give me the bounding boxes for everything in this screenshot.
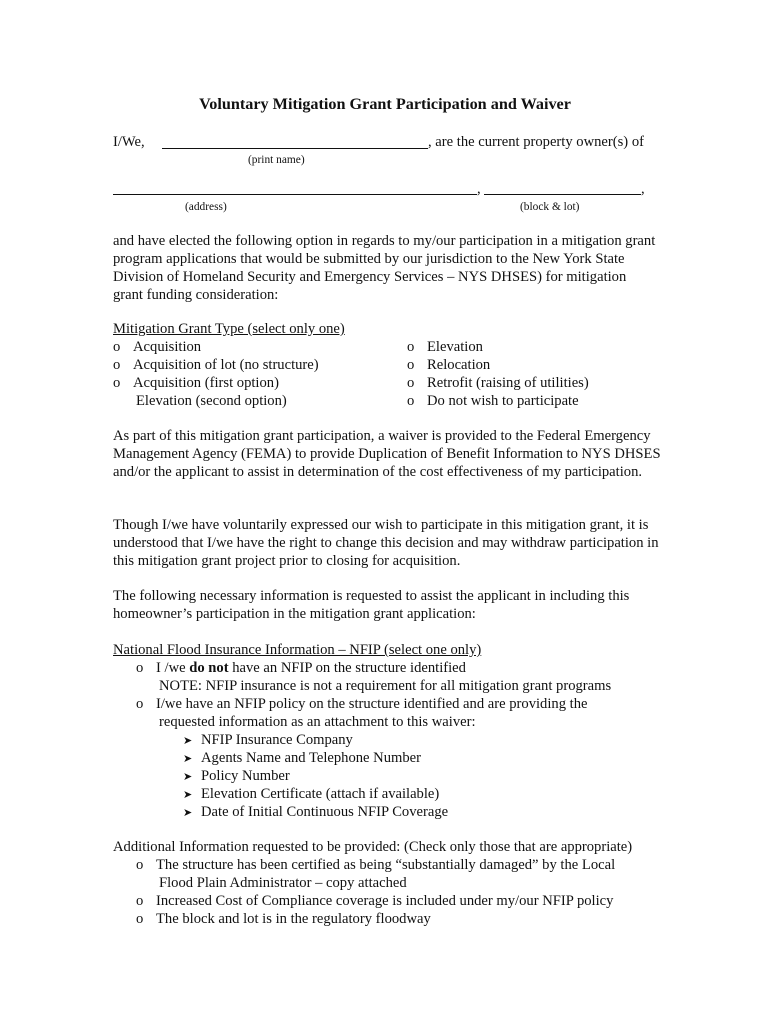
address-caption: (address) [185, 201, 227, 213]
block-lot-comma: , [641, 181, 645, 197]
nfip-option-no-policy[interactable] [136, 659, 466, 677]
nfip-option-has-policy[interactable] [136, 695, 587, 713]
nfip-option1-post: have an NFIP on the structure identified [228, 660, 466, 676]
block-lot-blank[interactable] [484, 194, 641, 195]
nfip-subitem [183, 749, 421, 768]
additional-item1-line1: The structure has been certified as being “substantially damaged” by the Local [156, 857, 616, 873]
grant-option-label: Acquisition (first option) [133, 375, 279, 391]
nfip-subitem-label: Agents Name and Telephone Number [201, 750, 421, 766]
print-name-blank[interactable] [162, 148, 428, 149]
option-bullet: o [136, 893, 144, 909]
additional-heading: Additional Information requested to be provided: (Check only those that are appropriate) [113, 839, 633, 855]
grant-option-do-not-participate[interactable] [407, 392, 579, 410]
additional-option-floodway[interactable] [136, 910, 431, 928]
grant-option-label: Acquisition [133, 339, 202, 355]
grant-option-label: Retrofit (raising of utilities) [427, 375, 589, 391]
nfip-subitem [183, 731, 353, 750]
nfip-option1-pre: I /we [156, 660, 190, 676]
additional-option-substantially-damaged[interactable] [136, 856, 615, 874]
option-bullet: o [136, 857, 144, 873]
address-comma: , [477, 181, 481, 197]
grant-type-heading: Mitigation Grant Type (select only one) [113, 321, 345, 337]
print-name-caption: (print name) [248, 154, 305, 166]
option-bullet: o [136, 660, 144, 676]
option-bullet: o [407, 357, 415, 373]
grant-option-relocation[interactable] [407, 356, 490, 374]
option-bullet: o [136, 911, 144, 927]
nfip-subitem-label: NFIP Insurance Company [201, 732, 353, 748]
address-blank[interactable] [113, 194, 477, 195]
additional-option-icc[interactable] [136, 892, 613, 910]
option-bullet: o [407, 393, 415, 409]
arrow-bullet-icon: ➤ [183, 753, 193, 765]
nfip-option1-bold: do not [189, 660, 229, 676]
grant-option-elevation[interactable] [407, 338, 483, 356]
nfip-subitem [183, 785, 439, 804]
option-bullet: o [113, 339, 121, 355]
block-lot-caption: (block & lot) [520, 201, 580, 213]
option-bullet: o [113, 357, 121, 373]
grant-option-label: Do not wish to participate [427, 393, 579, 409]
nfip-subitem [183, 767, 290, 786]
arrow-bullet-icon: ➤ [183, 735, 193, 747]
nfip-subitem-label: Date of Initial Continuous NFIP Coverage [201, 804, 449, 820]
nfip-note: NOTE: NFIP insurance is not a requirement for all mitigation grant programs [159, 678, 612, 694]
nfip-option2-line2: requested information as an attachment to this waiver: [159, 714, 476, 730]
voluntary-paragraph: Though I/we have voluntarily expressed our wish to participate in this mitigation grant, it is understood that I/we have the right to change this decision and may withdraw participation in this mitigation grant project prior to closing for acquisition. [113, 517, 659, 569]
grant-option-acquisition[interactable] [113, 338, 201, 356]
option-bullet: o [407, 375, 415, 391]
option-bullet: o [113, 375, 121, 391]
option-bullet: o [136, 696, 144, 712]
option-bullet: o [407, 339, 415, 355]
grant-option-acquisition-first[interactable] [113, 374, 279, 392]
info-paragraph: The following necessary information is requested to assist the applicant in including this homeowner’s participation in the mitigation grant application: [113, 588, 630, 622]
waiver-paragraph: As part of this mitigation grant participation, a waiver is provided to the Federal Emergency Management Agency (FEMA) to provide Duplication of Benefit Information to NYS DHSES and/or the applicant to assist in determination of the cost effectiveness of my participation. [113, 428, 661, 480]
additional-item3: The block and lot is in the regulatory floodway [156, 911, 431, 927]
grant-option-acquisition-lot[interactable] [113, 356, 319, 374]
additional-item2: Increased Cost of Compliance coverage is included under my/our NFIP policy [156, 893, 614, 909]
grant-option-label: Relocation [427, 357, 491, 373]
arrow-bullet-icon: ➤ [183, 789, 193, 801]
additional-item1-line2: Flood Plain Administrator – copy attached [159, 875, 407, 891]
arrow-bullet-icon: ➤ [183, 807, 193, 819]
grant-option-label: Acquisition of lot (no structure) [133, 357, 319, 373]
nfip-option2-line1: I/we have an NFIP policy on the structure identified and are providing the [156, 696, 588, 712]
nfip-heading: National Flood Insurance Information – NFIP (select one only) [113, 642, 482, 658]
document-title: Voluntary Mitigation Grant Participation and Waiver [199, 95, 571, 113]
grant-option-elevation-second: Elevation (second option) [136, 393, 287, 409]
nfip-subitem-label: Elevation Certificate (attach if available) [201, 786, 440, 802]
owner-lead-text: I/We, [113, 134, 145, 150]
nfip-subitem [183, 803, 448, 822]
grant-option-retrofit[interactable] [407, 374, 589, 392]
owner-trail-text: , are the current property owner(s) of [428, 134, 644, 150]
grant-option-label: Elevation [427, 339, 483, 355]
intro-paragraph: and have elected the following option in regards to my/our participation in a mitigation grant program applications that would be submitted by our jurisdiction to the New York State Division of Homeland Security and Emergency Services – NYS DHSES) for mitigation grant funding consideration: [113, 233, 656, 303]
nfip-subitem-label: Policy Number [201, 768, 290, 784]
arrow-bullet-icon: ➤ [183, 771, 193, 783]
